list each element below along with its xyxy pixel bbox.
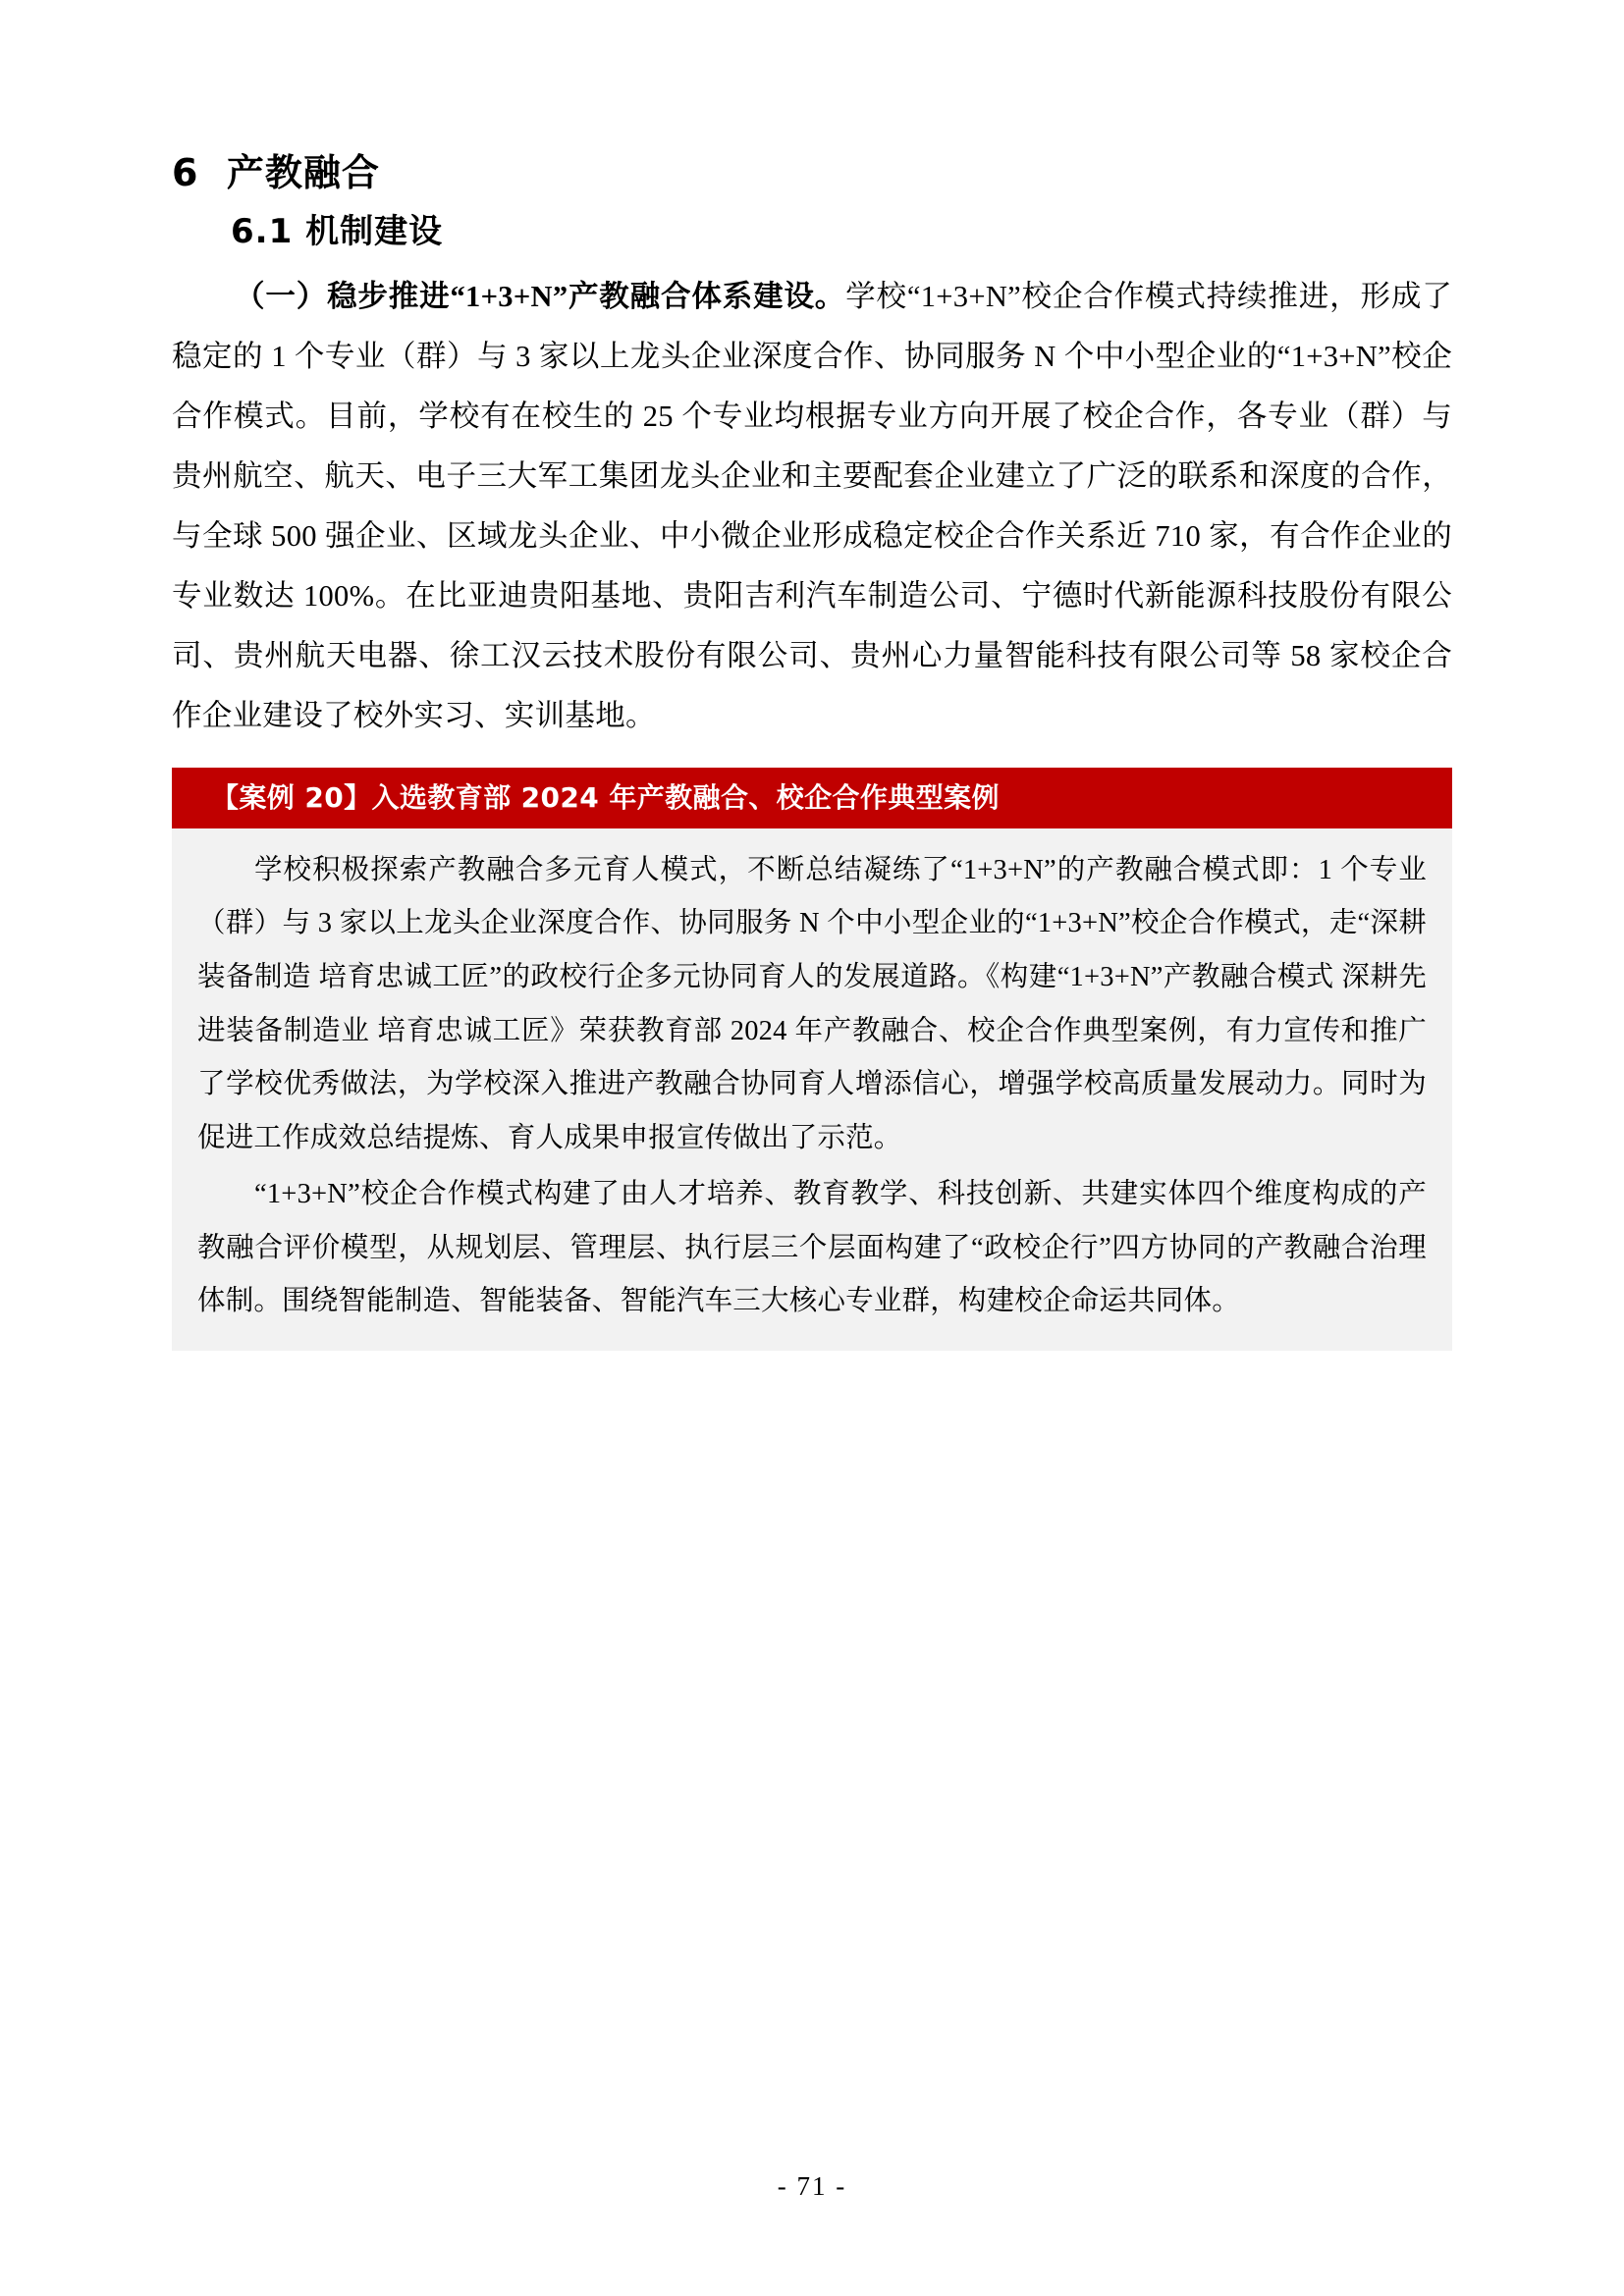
paragraph-body-text: 学校“1+3+N”校企合作模式持续推进，形成了稳定的 1 个专业（群）与 3 家以上龙头企业深度合作、协同服务 N 个中小型企业的“1+3+N”校企合作模式。目前，学校有在校生的 25 个专业均根据专业方向开展了校企合作，各专业（群）与贵州航空、航天、电子三大军工集团龙头企业和主要配套企业建立了广泛的联系和深度的合作，与全球 500 强企业、区域龙头企业、中小微企业形成稳定校企合作关系近 710 家，有合作企业的专业数达 100%。在比亚迪贵阳基地、贵阳吉利汽车制造公司、宁德时代新能源科技股份有限公司、贵州航天电器、徐工汉云技术股份有限公司、贵州心力量智能科技有限公司等 58 家校企合作企业建设了校外实习、实训基地。 — [172, 280, 1452, 733]
case-paragraph-2: “1+3+N”校企合作模式构建了由人才培养、教育教学、科技创新、共建实体四个维度构成的产教融合评价模型，从规划层、管理层、执行层三个层面构建了“政校企行”四方协同的产教融合治理体制。围绕智能制造、智能装备、智能汽车三大核心专业群，构建校企命运共同体。 — [197, 1178, 1427, 1317]
page-number: - 71 - — [777, 2171, 847, 2201]
case-paragraph-1: 学校积极探索产教融合多元育人模式，不断总结凝练了“1+3+N”的产教融合模式即：1 个专业（群）与 3 家以上龙头企业深度合作、协同服务 N 个中小型企业的“1+3+N”校企合作模式，走“深耕装备制造 培育忠诚工匠”的政校行企多元协同育人的发展道路。《构建“1+3+N”产教融合模式 深耕先进装备制造业 培育忠诚工匠》荣获教育部 2024 年产教融合、校企合作典型案例，有力宣传和推广了学校优秀做法，为学校深入推进产教融合协同育人增添信心，增强学校高质量发展动力。同时为促进工作成效总结提炼、育人成果申报宣传做出了示范。 — [197, 854, 1427, 1154]
body-paragraph-1 — [172, 267, 1452, 746]
case-study-header: 【案例 20】入选教育部 2024 年产教融合、校企合作典型案例 — [172, 768, 1452, 828]
paragraph-lead-in: （一）稳步推进“1+3+N”产教融合体系建设。 — [235, 280, 846, 314]
section-number: 6 — [172, 151, 199, 194]
case-study-box — [172, 768, 1452, 1351]
section-title: 产教融合 — [226, 151, 380, 194]
subsection-heading: 6.1 机制建设 — [231, 212, 444, 252]
page-title — [172, 147, 1452, 199]
case-study-body — [172, 828, 1452, 1351]
